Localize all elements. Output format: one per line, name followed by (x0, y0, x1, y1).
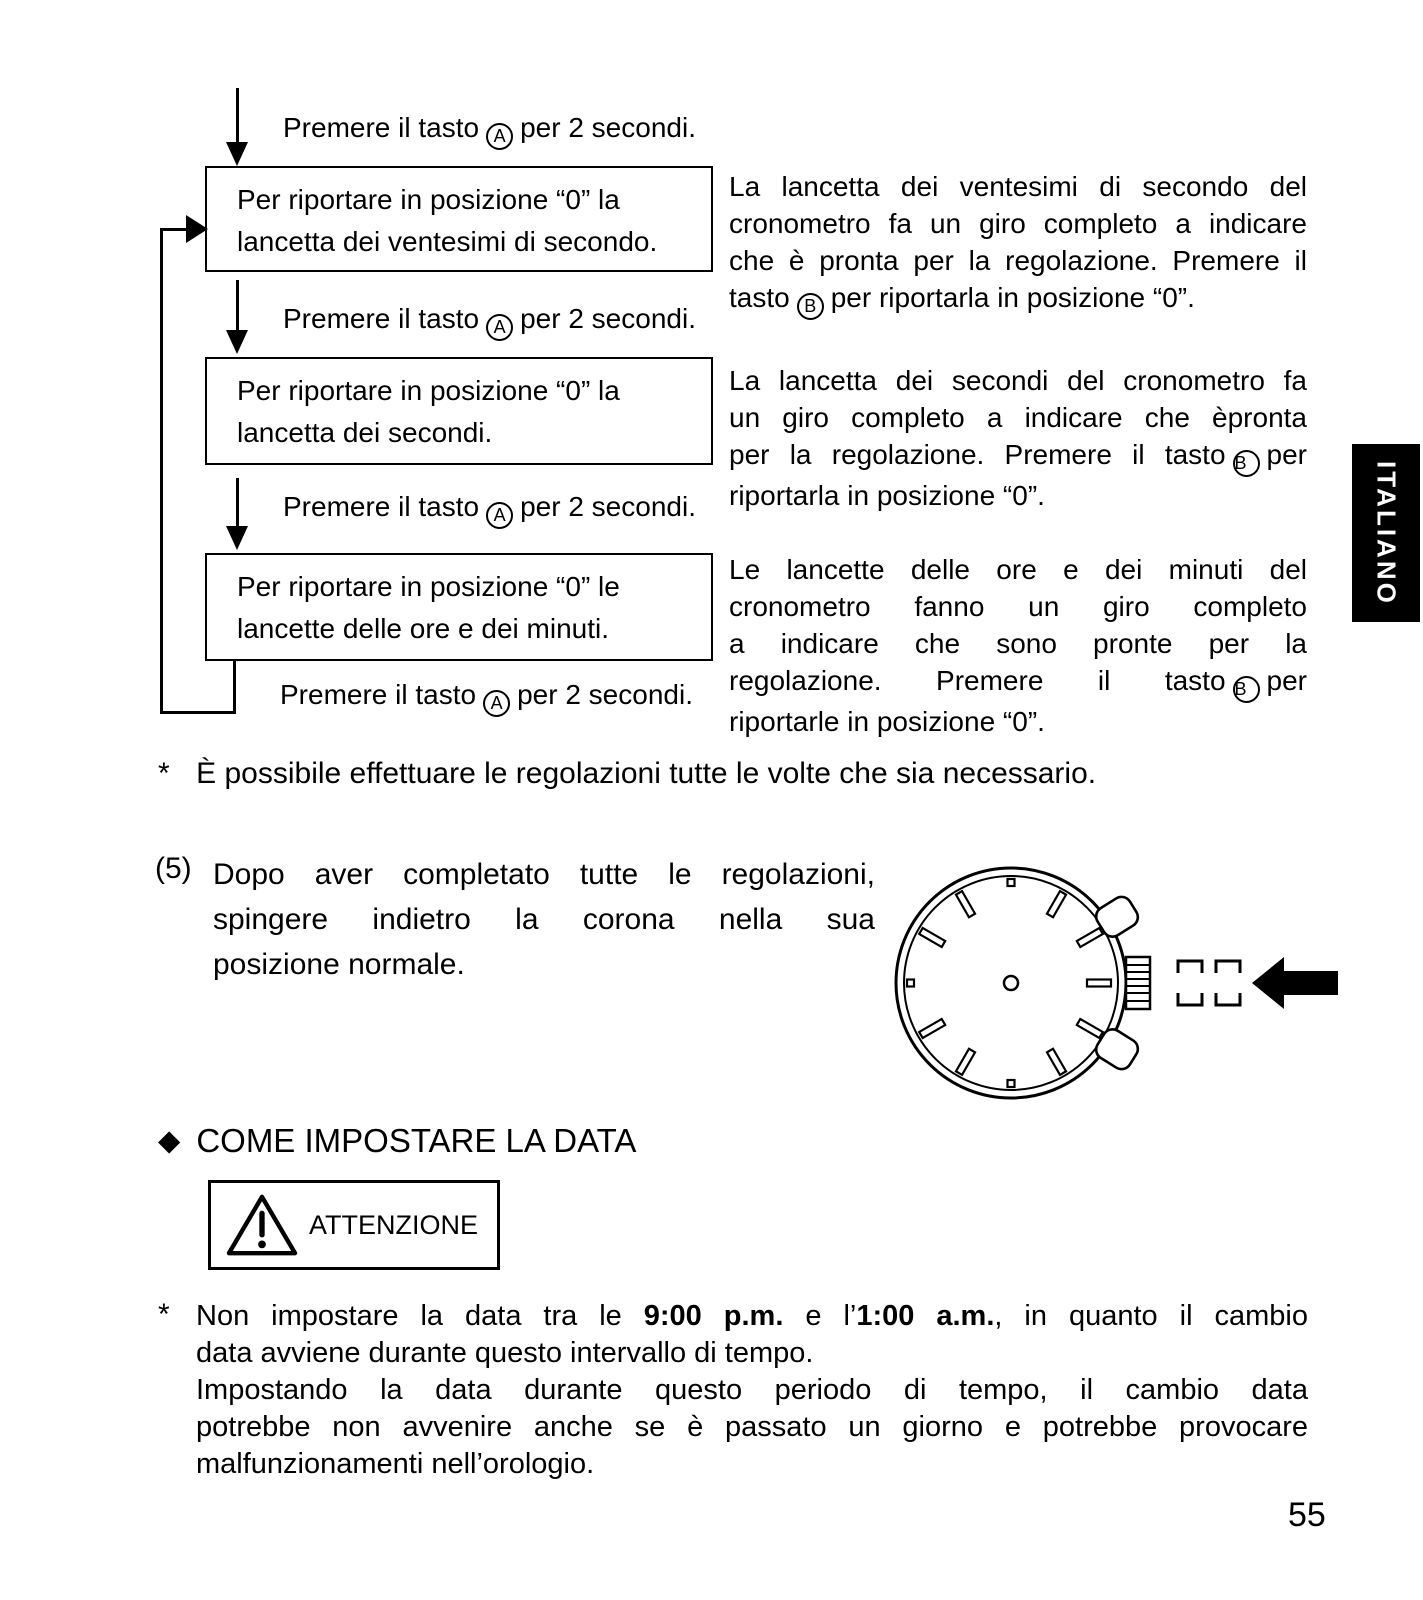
push-crown-arrow-icon (1252, 957, 1338, 1009)
flow-press-label-text: per 2 secondi. (520, 112, 696, 143)
text-segment: per (1266, 665, 1307, 696)
text-line (729, 279, 1307, 320)
flow-loop-line (160, 711, 236, 714)
flow-press-label-text: Premere il tasto (283, 112, 480, 143)
text-line: potrebbe non avvenire anche se è passato un giorno e potrebbe provocare (196, 1411, 1308, 1443)
flow-box-line: Per riportare in posizione “0” la (237, 184, 620, 215)
date-setting-note-text (196, 1298, 1308, 1483)
flow-step-box-twentieth-second (205, 166, 713, 272)
flow-box-line: Per riportare in posizione “0” le (237, 571, 620, 602)
flow-press-label-text: per 2 secondi. (520, 303, 696, 334)
flow-step-box-second-hand (205, 357, 713, 465)
flow-box-line: lancetta dei ventesimi di secondo. (237, 226, 658, 257)
time-pm-bold: 9:00 p.m. (643, 1300, 784, 1332)
button-a-icon: A (486, 123, 513, 150)
paragraph-twentieth-second-hand (729, 168, 1307, 320)
flow-loop-line (160, 228, 163, 714)
text-line: La lancetta dei ventesimi di secondo del (729, 171, 1307, 202)
step-number: (5) (155, 852, 192, 885)
text-line: a indicare che sono pronte per la (729, 628, 1307, 659)
text-segment: Non impostare la data tra le (196, 1300, 622, 1332)
time-am-bold: 1:00 a.m. (856, 1300, 995, 1332)
crown-position-marker-2 (1216, 961, 1240, 1005)
text-line: Impostando la data durante questo periodo di tempo, il cambio data (196, 1374, 1308, 1406)
text-line: riportarle in posizione “0”. (729, 706, 1045, 737)
date-setting-note (158, 1298, 1308, 1483)
flow-loop-line (233, 661, 236, 714)
attention-label: ATTENZIONE (309, 1209, 479, 1240)
text-line: che è pronta per la regolazione. Premere il (729, 245, 1307, 276)
flow-box-line: lancette delle ore e dei minuti. (237, 613, 609, 644)
text-line: posizione normale. (213, 948, 465, 981)
flow-loop-arrow-right-icon (186, 215, 208, 243)
crown-position-marker-1 (1178, 961, 1202, 1005)
flow-press-label-2 (283, 303, 696, 341)
text-line: cronometro fa un giro completo a indicare (729, 208, 1307, 239)
language-tab-italiano: ITALIANO (1352, 444, 1420, 622)
flow-arrow-line (236, 88, 239, 142)
text-line: malfunzionamenti nell’orologio. (196, 1448, 595, 1480)
text-line: data avviene durante questo intervallo di tempo. (196, 1337, 814, 1369)
flow-step-box-hour-minute (205, 553, 713, 661)
flow-press-label-text: Premere il tasto (280, 679, 477, 710)
flow-loop-line (160, 228, 188, 231)
button-a-icon: A (483, 690, 510, 717)
warning-triangle-icon (225, 1192, 299, 1258)
text-segment: per riportarla in posizione “0”. (830, 282, 1195, 313)
text-line: La lancetta dei secondi del cronometro fa (729, 365, 1307, 396)
asterisk-marker: * (158, 1298, 170, 1331)
flow-press-label-4 (280, 679, 693, 717)
watch-movement-diagram (878, 845, 1348, 1110)
flow-arrow-down-icon (226, 526, 248, 550)
flow-box-line: lancetta dei secondi. (237, 417, 493, 448)
text-segment: regolazione. Premere il tasto (729, 665, 1226, 696)
text-segment: tasto (729, 282, 790, 313)
flow-arrow-line (236, 280, 239, 330)
text-line: riportarla in posizione “0”. (729, 480, 1045, 511)
note-adjust-text: È possibile effettuare le regolazioni tutte le volte che sia necessario. (196, 757, 1097, 790)
flow-press-label-text: Premere il tasto (283, 303, 480, 334)
center-pivot (1004, 976, 1018, 990)
flow-press-label-text: Premere il tasto (283, 491, 480, 522)
flow-press-label-text: per 2 secondi. (520, 491, 696, 522)
text-line: Le lancette delle ore e dei minuti del (729, 554, 1307, 585)
button-b-icon: B (1233, 676, 1260, 703)
text-line: un giro completo a indicare che èpronta (729, 402, 1307, 433)
asterisk-marker: * (158, 757, 170, 790)
step-5 (155, 852, 875, 987)
section-heading-text: COME IMPOSTARE LA DATA (196, 1122, 637, 1159)
page-number: 55 (1288, 1496, 1326, 1534)
flow-arrow-down-icon (226, 142, 248, 166)
flow-press-label-1 (283, 112, 696, 150)
diamond-bullet-icon: ◆ (158, 1125, 181, 1157)
paragraph-hour-minute-hands (729, 551, 1307, 740)
text-line: Dopo aver completato tutte le regolazioni, (213, 858, 875, 891)
paragraph-second-hand (729, 362, 1307, 514)
text-line (196, 1298, 1308, 1335)
text-line (729, 662, 1307, 703)
attention-box (208, 1180, 500, 1270)
button-a-icon: A (486, 314, 513, 341)
step-5-text (213, 852, 875, 987)
button-b-icon: B (797, 293, 824, 320)
flow-arrow-line (236, 478, 239, 526)
text-segment: per (1266, 439, 1307, 470)
crown-icon (1126, 957, 1150, 1009)
button-b-icon: B (1233, 450, 1260, 477)
flow-press-label-text: per 2 secondi. (517, 679, 693, 710)
text-segment: , in quanto il cambio (994, 1300, 1308, 1332)
note-adjust (158, 757, 1096, 791)
text-line (729, 436, 1307, 477)
flow-press-label-3 (283, 491, 696, 529)
text-segment: e l’ (805, 1300, 857, 1332)
text-line: spingere indietro la corona nella sua (213, 903, 875, 936)
text-segment: per la regolazione. Premere il tasto (729, 439, 1226, 470)
text-line: cronometro fanno un giro completo (729, 591, 1307, 622)
flow-arrow-down-icon (226, 330, 248, 354)
button-a-icon: A (486, 502, 513, 529)
flow-box-line: Per riportare in posizione “0” la (237, 375, 620, 406)
section-heading-set-date (158, 1122, 636, 1160)
